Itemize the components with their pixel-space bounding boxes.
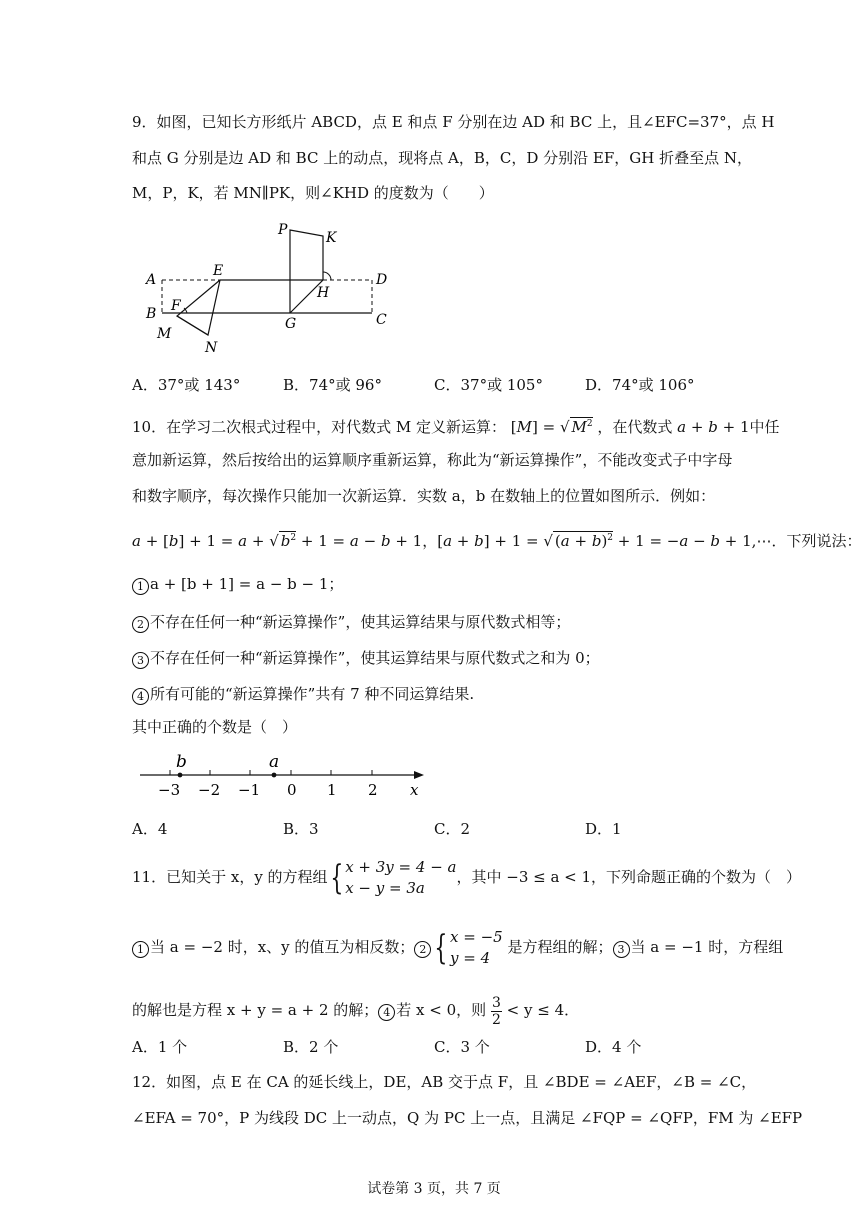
label-C: C [376, 312, 387, 328]
q11-line-3 [132, 992, 579, 1028]
tick-label: −2 [198, 781, 221, 799]
q9-line-2: 和点 G 分别是边 AD 和 BC 上的动点，现将点 A，B，C，D 分别沿 EF，GH 折叠至点 N， [132, 149, 752, 167]
label-H: H [317, 285, 330, 301]
label-K: K [326, 230, 337, 246]
label-G: G [285, 316, 297, 332]
axis-arrow-icon [414, 771, 424, 779]
q11-sol2: y = 4 [450, 949, 491, 967]
q10-s4-text: 所有可能的“新运算操作”共有 7 种不同运算结果. [150, 685, 475, 703]
circle-1-icon: 1 [132, 941, 149, 958]
q10-option-b[interactable]: B．3 [283, 820, 319, 838]
q11-s2-text: 是方程组的解； [507, 938, 613, 956]
q10-example-formula: a + [b] + 1 = a + √ $b^2 + 1 = a - b + 1$，[a + b] + 1 = √ $(a + b)^2 + 1 = -a - b$ + 1,⋯ [132, 532, 772, 550]
q11-solution [450, 927, 503, 969]
circle-1-icon: 1 [132, 578, 149, 595]
q11-option-a[interactable]: A．1 个 [132, 1038, 188, 1056]
q11-eq1: x + 3y = 4 − a [345, 858, 457, 876]
q10-line-1: 10．在学习二次根式过程中，对代数式 M 定义新运算： [M] = √ $M^2$ ，在代数式 a + b + 1中任 [132, 418, 780, 436]
label-P: P [278, 222, 288, 238]
axis-label: x [410, 781, 419, 799]
q10-option-c[interactable]: C．2 [434, 820, 471, 838]
tick-label: 0 [287, 781, 297, 799]
q10-s3-text: 不存在任何一种“新运算操作”，使其运算结果与原代数式之和为 0； [150, 649, 600, 667]
q11-sol1: x = −5 [450, 928, 503, 946]
q9-line-3: M，P，K，若 MN∥PK，则∠KHD 的度数为（ ） [132, 184, 494, 202]
point-b-dot [178, 773, 183, 778]
q11-line1-text: 11．已知关于 x，y 的方程组 [132, 868, 328, 886]
q10-definition-formula: [M] = √ $M^2$ [510, 418, 593, 436]
point-a-label: a [269, 752, 280, 772]
q11-line3-text: 的解也是方程 x + y = a + 2 的解； [132, 1001, 379, 1019]
label-M: M [157, 326, 172, 342]
q10-line1-mid: ，在代数式 [597, 418, 673, 436]
q9-option-a[interactable]: A．37°或 143° [132, 376, 241, 394]
label-D: D [376, 272, 388, 288]
q10-statement-3 [132, 648, 600, 669]
point-a-dot [272, 773, 277, 778]
q11-line1-end: ，其中 −3 ≤ a < 1，下列命题正确的个数为（ ） [456, 868, 802, 886]
q10-statement-4 [132, 684, 474, 705]
q10-line4-tail: ．下列说法： [771, 532, 862, 550]
q10-line1-end: 中任 [749, 418, 780, 436]
label-A: A [146, 272, 157, 288]
q11-s3-text: 当 a = −1 时，方程组 [630, 938, 784, 956]
q11-system [345, 857, 456, 899]
point-b-label: b [176, 752, 187, 772]
q10-number-line [132, 748, 432, 802]
q11-option-d[interactable]: D．4 个 [585, 1038, 642, 1056]
circle-2-icon: 2 [414, 941, 431, 958]
q11-s4-text-a: 若 x < 0，则 [396, 1001, 487, 1019]
q12-line-2: ∠EFA = 70°，P 为线段 DC 上一动点，Q 为 PC 上一点，且满足 ∠FQP = ∠QFP，FM 为 ∠EFP [132, 1109, 803, 1127]
circle-3-icon: 3 [613, 941, 630, 958]
brace-icon: { [329, 858, 343, 898]
q10-line-4 [132, 528, 861, 551]
q11-line-2 [132, 925, 783, 969]
q9-option-d[interactable]: D．74°或 106° [585, 376, 695, 394]
q10-statement-1 [132, 574, 343, 595]
q11-s4-text-b: < y ≤ 4． [506, 1001, 580, 1019]
circle-2-icon: 2 [132, 616, 149, 633]
label-N: N [205, 340, 218, 356]
tick-label: −3 [158, 781, 181, 799]
q10-line-3: 和数字顺序，每次操作只能加一次新运算．实数 a，b 在数轴上的位置如图所示．例如： [132, 487, 716, 505]
q11-s1-text: 当 a = −2 时，x、y 的值互为相反数； [150, 938, 415, 956]
q11-eq2: x − y = 3a [345, 879, 425, 897]
label-B: B [146, 306, 157, 322]
tick-label: 2 [368, 781, 378, 799]
circle-3-icon: 3 [132, 652, 149, 669]
q10-statement-2 [132, 612, 570, 633]
q10-line-2: 意加新运算，然后按给出的运算顺序重新运算，称此为“新运算操作”，不能改变式子中字母 [132, 451, 733, 469]
q11-option-b[interactable]: B．2 个 [283, 1038, 339, 1056]
page-footer: 试卷第 3 页，共 7 页 [367, 1181, 501, 1197]
q11-option-c[interactable]: C．3 个 [434, 1038, 490, 1056]
label-F: F [171, 298, 181, 314]
fraction-numerator: 3 [491, 994, 501, 1011]
q9-option-c[interactable]: C．37°或 105° [434, 376, 543, 394]
tick-label: −1 [238, 781, 261, 799]
q9-option-b[interactable]: B．74°或 96° [283, 376, 382, 394]
label-E: E [213, 263, 224, 279]
q10-option-a[interactable]: A．4 [132, 820, 168, 838]
q11-line-1 [132, 855, 801, 899]
q10-expression: a [677, 418, 687, 436]
q10-line1-text: 10．在学习二次根式过程中，对代数式 M 定义新运算： [132, 418, 506, 436]
tick-label: 1 [327, 781, 337, 799]
q9-figure [140, 218, 400, 358]
fraction-denominator: 2 [491, 1011, 501, 1028]
q10-ask: 其中正确的个数是（ ） [132, 718, 298, 736]
q10-option-d[interactable]: D．1 [585, 820, 622, 838]
circle-4-icon: 4 [132, 688, 149, 705]
q12-line-1: 12．如图，点 E 在 CA 的延长线上，DE，AB 交于点 F，且 ∠BDE = ∠AEF，∠B = ∠C， [132, 1073, 757, 1091]
q9-line-1: 9．如图，已知长方形纸片 ABCD，点 E 和点 F 分别在边 AD 和 BC 上，且∠EFC=37°，点 H [132, 113, 775, 131]
brace-icon: { [434, 928, 448, 968]
q11-fraction [491, 995, 502, 1028]
q10-s1-text: a + [b + 1] = a − b − 1； [150, 575, 344, 593]
circle-4-icon: 4 [378, 1004, 395, 1021]
q10-s2-text: 不存在任何一种“新运算操作”，使其运算结果与原代数式相等； [150, 613, 571, 631]
